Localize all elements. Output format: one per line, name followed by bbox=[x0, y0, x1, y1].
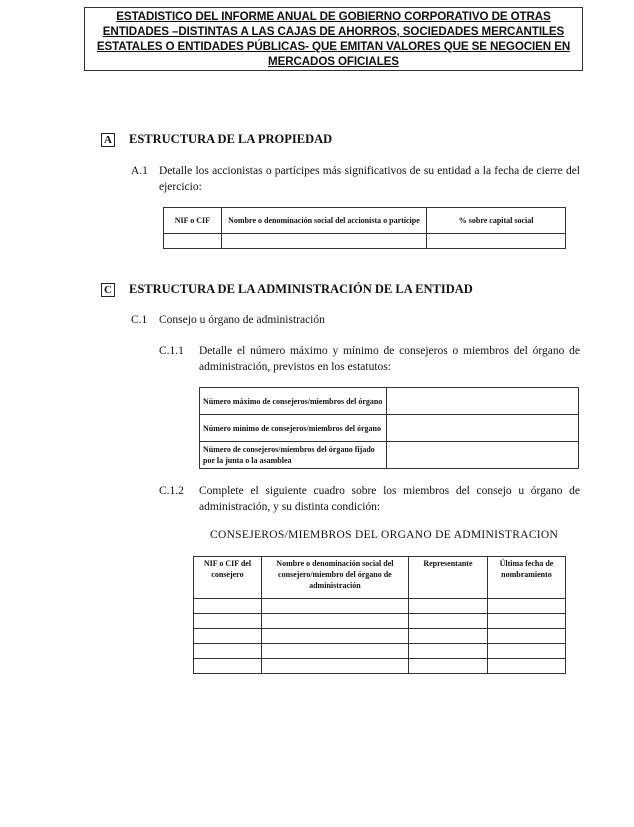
board-size-table bbox=[199, 387, 579, 469]
report-title-line: ESTATALES O ENTIDADES PÚBLICAS- QUE EMITAN VALORES QUE SE NEGOCIEN EN bbox=[96, 40, 571, 53]
table-cell[interactable] bbox=[386, 388, 578, 415]
table-header-cell: NIF o CIF bbox=[164, 208, 222, 234]
table-cell[interactable] bbox=[408, 629, 487, 644]
shareholders-table bbox=[163, 207, 566, 249]
board-members-table bbox=[193, 556, 566, 674]
report-title-line: ESTADISTICO DEL INFORME ANUAL DE GOBIERNO CORPORATIVO DE OTRAS bbox=[116, 10, 551, 23]
item-c11-text: Detalle el número máximo y mínimo de consejeros o miembros del órgano de administración, previstos en los estatutos: bbox=[199, 345, 580, 373]
table-cell[interactable] bbox=[408, 599, 487, 614]
item-c1 bbox=[131, 312, 431, 330]
table-cell[interactable] bbox=[261, 644, 408, 659]
table-cell[interactable] bbox=[487, 644, 565, 659]
table-label-cell: Número de consejeros/miembros del órgano fijado por la junta o la asamblea bbox=[200, 442, 387, 469]
table-row bbox=[164, 234, 566, 249]
item-c11 bbox=[159, 343, 581, 377]
table-cell[interactable] bbox=[408, 644, 487, 659]
table-cell[interactable] bbox=[221, 234, 427, 249]
item-c12 bbox=[159, 483, 581, 517]
table-header-cell: Nombre o denominación social del accionista o partícipe bbox=[221, 208, 427, 234]
table-cell[interactable] bbox=[408, 659, 487, 674]
table-label-cell: Número mínimo de consejeros/miembros del órgano bbox=[200, 415, 387, 442]
table-row bbox=[200, 415, 579, 442]
table-row bbox=[194, 629, 566, 644]
table-header-cell: Nombre o denominación social del consejero/miembro del órgano de administración bbox=[261, 557, 408, 599]
report-title-line: MERCADOS OFICIALES bbox=[268, 55, 399, 68]
table-cell[interactable] bbox=[164, 234, 222, 249]
table-cell[interactable] bbox=[408, 614, 487, 629]
table-cell[interactable] bbox=[386, 442, 578, 469]
table-cell[interactable] bbox=[194, 659, 262, 674]
table-header-cell: Última fecha de nombramiento bbox=[487, 557, 565, 599]
table-cell[interactable] bbox=[194, 614, 262, 629]
table-row bbox=[200, 442, 579, 469]
table-header-cell: % sobre capital social bbox=[427, 208, 566, 234]
table-cell[interactable] bbox=[261, 659, 408, 674]
section-c-heading bbox=[101, 282, 473, 297]
item-c11-number: C.1.1 bbox=[159, 345, 184, 357]
section-a-title: ESTRUCTURA DE LA PROPIEDAD bbox=[129, 132, 333, 146]
section-a-letter: A bbox=[101, 133, 115, 147]
item-c12-number: C.1.2 bbox=[159, 485, 184, 497]
table-row bbox=[194, 614, 566, 629]
item-a1-text: Detalle los accionistas o partícipes más significativos de su entidad a la fecha de cierre del ejercicio: bbox=[159, 165, 580, 193]
table-cell[interactable] bbox=[386, 415, 578, 442]
board-members-subtitle: CONSEJEROS/MIEMBROS DEL ORGANO DE ADMINISTRACION bbox=[210, 529, 559, 541]
table-cell[interactable] bbox=[194, 644, 262, 659]
table-cell[interactable] bbox=[194, 629, 262, 644]
table-row bbox=[194, 659, 566, 674]
section-a-heading bbox=[101, 132, 332, 147]
item-a1-number: A.1 bbox=[131, 165, 148, 177]
section-c-letter: C bbox=[101, 283, 115, 297]
table-cell[interactable] bbox=[487, 629, 565, 644]
table-cell[interactable] bbox=[261, 614, 408, 629]
table-cell[interactable] bbox=[427, 234, 566, 249]
table-cell[interactable] bbox=[487, 614, 565, 629]
table-cell[interactable] bbox=[487, 659, 565, 674]
table-header-cell: NIF o CIF del consejero bbox=[194, 557, 262, 599]
table-row bbox=[194, 644, 566, 659]
item-c1-number: C.1 bbox=[131, 314, 148, 326]
item-a1 bbox=[131, 163, 581, 197]
table-label-cell: Número máximo de consejeros/miembros del órgano bbox=[200, 388, 387, 415]
table-cell[interactable] bbox=[194, 599, 262, 614]
table-cell[interactable] bbox=[261, 629, 408, 644]
table-row bbox=[194, 599, 566, 614]
item-c12-text: Complete el siguiente cuadro sobre los miembros del consejo u órgano de administración, y su distinta condición: bbox=[199, 485, 580, 513]
report-title-line: ENTIDADES –DISTINTAS A LAS CAJAS DE AHORROS, SOCIEDADES MERCANTILES bbox=[102, 25, 565, 38]
section-c-title: ESTRUCTURA DE LA ADMINISTRACIÓN DE LA ENTIDAD bbox=[129, 282, 473, 296]
table-row bbox=[200, 388, 579, 415]
table-cell[interactable] bbox=[487, 599, 565, 614]
table-header-cell: Representante bbox=[408, 557, 487, 599]
table-cell[interactable] bbox=[261, 599, 408, 614]
report-title-box bbox=[84, 7, 583, 71]
item-c1-text: Consejo u órgano de administración bbox=[159, 314, 325, 326]
